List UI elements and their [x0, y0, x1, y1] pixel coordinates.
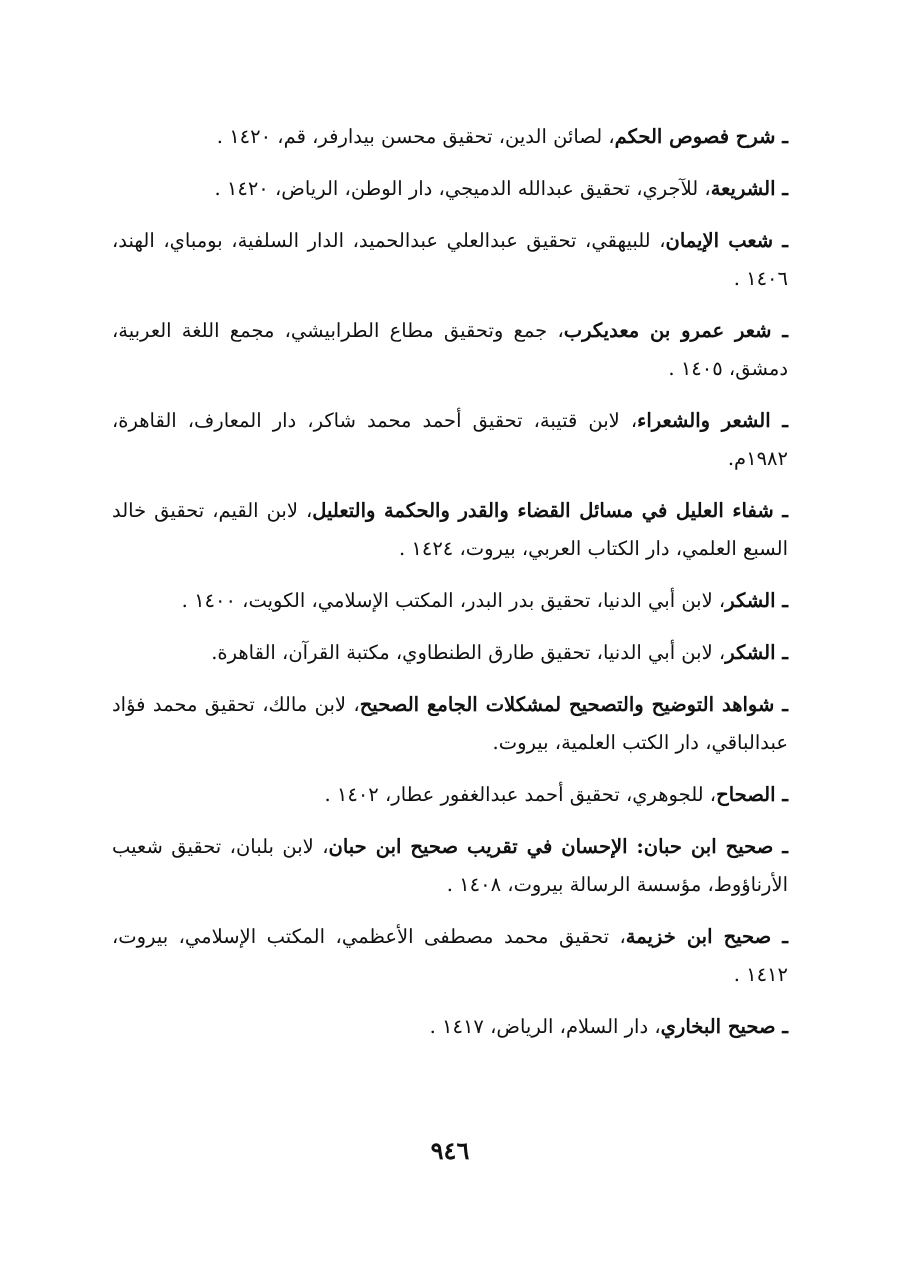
- bibliography-entry: [112, 828, 788, 904]
- bibliography-entry: [112, 686, 788, 762]
- entry-title: ـ الشعر والشعراء: [637, 409, 788, 432]
- entry-details: ، دار السلام، الرياض، ١٤١٧ .: [429, 1015, 661, 1038]
- bibliography-entry: [112, 918, 788, 994]
- entry-title: ـ صحيح البخاري: [660, 1015, 788, 1038]
- entry-title: ـ شرح فصوص الحكم: [614, 125, 788, 148]
- bibliography-entry: [112, 776, 788, 814]
- entry-title: ـ صحيح ابن حبان: الإحسان في تقريب صحيح ابن حبان: [328, 835, 789, 858]
- entry-title: ـ صحيح ابن خزيمة: [625, 925, 788, 948]
- bibliography-entry: [112, 170, 788, 208]
- entry-title: ـ شعر عمرو بن معديكرب: [563, 319, 788, 342]
- entry-details: ، لابن أبي الدنيا، تحقيق بدر البدر، المكتب الإسلامي، الكويت، ١٤٠٠ .: [181, 589, 726, 612]
- entry-details: ، لابن مالك، تحقيق محمد فؤاد عبدالباقي، دار الكتب العلمية، بيروت.: [112, 693, 788, 754]
- bibliography-entry: [112, 118, 788, 156]
- entry-details: ، لابن قتيبة، تحقيق أحمد محمد شاكر، دار المعارف، القاهرة، ١٩٨٢م.: [112, 409, 788, 470]
- entry-title: ـ الشكر: [725, 589, 788, 612]
- bibliography-entry: [112, 634, 788, 672]
- bibliography-list: [112, 118, 788, 1046]
- entry-title: ـ الصحاح: [716, 783, 788, 806]
- entry-details: ، لابن أبي الدنيا، تحقيق طارق الطنطاوي، مكتبة القرآن، القاهرة.: [211, 641, 726, 664]
- entry-title: ـ الشكر: [725, 641, 788, 664]
- entry-details: ، لابن القيم، تحقيق خالد السبع العلمي، دار الكتاب العربي، بيروت، ١٤٢٤ .: [112, 499, 788, 560]
- entry-details: ، للجوهري، تحقيق أحمد عبدالغفور عطار، ١٤٠٢ .: [324, 783, 717, 806]
- entry-details: ، تحقيق محمد مصطفى الأعظمي، المكتب الإسلامي، بيروت، ١٤١٢ .: [112, 925, 788, 986]
- entry-details: ، جمع وتحقيق مطاع الطرابيشي، مجمع اللغة العربية، دمشق، ١٤٠٥ .: [112, 319, 788, 380]
- bibliography-entry: [112, 222, 788, 298]
- bibliography-entry: [112, 402, 788, 478]
- entry-title: ـ شعب الإيمان: [665, 229, 788, 252]
- entry-details: ، للآجري، تحقيق عبدالله الدميجي، دار الوطن، الرياض، ١٤٢٠ .: [214, 177, 711, 200]
- bibliography-entry: [112, 492, 788, 568]
- bibliography-entry: [112, 1008, 788, 1046]
- entry-details: ، لصائن الدين، تحقيق محسن بيدارفر، قم، ١٤٢٠ .: [216, 125, 615, 148]
- entry-title: ـ شواهد التوضيح والتصحيح لمشكلات الجامع الصحيح: [359, 693, 788, 716]
- entry-title: ـ شفاء العليل في مسائل القضاء والقدر والحكمة والتعليل: [312, 499, 788, 522]
- entry-details: ، لابن بلبان، تحقيق شعيب الأرناؤوط، مؤسسة الرسالة بيروت، ١٤٠٨ .: [112, 835, 788, 896]
- entry-title: ـ الشريعة: [710, 177, 788, 200]
- page-number: ٩٤٦: [430, 1136, 470, 1165]
- bibliography-entry: [112, 582, 788, 620]
- entry-details: ، للبيهقي، تحقيق عبدالعلي عبدالحميد، الدار السلفية، بومباي، الهند، ١٤٠٦ .: [112, 229, 788, 290]
- bibliography-entry: [112, 312, 788, 388]
